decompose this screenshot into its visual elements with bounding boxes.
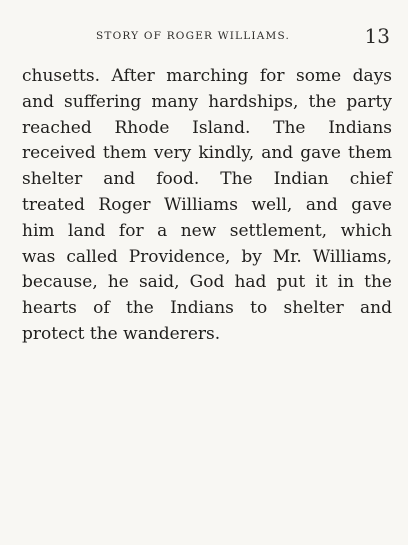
body-paragraph [22, 64, 392, 348]
text-line: protect the wanderers. [22, 323, 221, 344]
running-head: STORY OF ROGER WILLIAMS. [96, 30, 291, 42]
text-line: shelter and food. The Indian chief [22, 169, 392, 190]
text-line: chusetts. After marching for some days [22, 66, 392, 86]
page-number: 13 [364, 24, 390, 48]
text-line: him land for a new settlement, which [22, 220, 392, 241]
text-line: reached Rhode Island. The Indians [22, 117, 392, 138]
text-line: was called Providence, by Mr. Williams, [22, 246, 392, 267]
text-line: received them very kindly, and gave them [22, 143, 392, 164]
text-line: and suffering many hardships, the party [22, 91, 392, 112]
text-line: because, he said, God had put it in the [22, 272, 392, 293]
text-line: treated Roger Williams well, and gave [22, 194, 392, 215]
text-line: hearts of the Indians to shelter and [22, 298, 392, 319]
